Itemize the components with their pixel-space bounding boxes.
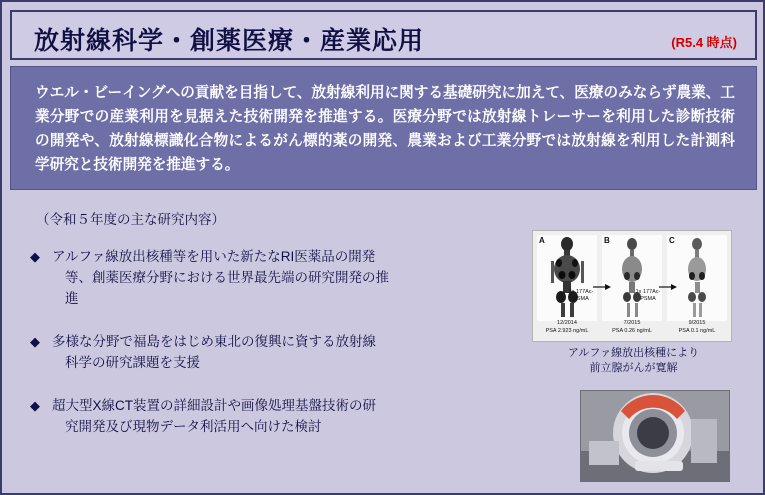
list-item-line: 科学の研究課題を支援 [65,355,200,370]
panel-letter-c: C [669,236,675,245]
list-item [30,395,510,437]
ct-scanner-photo [580,390,730,482]
bullet-list [30,246,510,459]
scan-image-b [602,235,662,321]
list-item [30,246,510,309]
bullet-diamond-icon: ◆ [30,249,40,264]
scan-caption-c [666,319,728,335]
scan-psa-b: PSA 0.26 ng/mL [612,328,652,334]
scan-psa-a: PSA 2.923 ng/mL [545,328,589,334]
panel-letter-b: B [604,236,610,245]
abstract-text: ウエル・ビーイングへの貢献を目指して、放射線利用に関する基礎研究に加えて、医療のみならず農業、工業分野での産業利用を見据えた技術開発を推進する。医療分野では放射線トレーサーを利用した診断技術の開発や、放射線標識化合物によるがん標的薬の開発、農業および工業分野では放射線を利用した計測科学研究と技術開発を推進する。 [35,85,735,173]
scan-panel-c [667,235,727,321]
list-item-line: アルファ線放出核種等を用いた新たなRI医薬品の開発 [52,249,376,264]
scan-image-a [537,235,597,321]
page-title: 放射線科学・創薬医療・産業応用 [34,27,425,55]
figure-caption-line1: アルファ線放出核種により [567,347,700,359]
scan-date-b: 7/2015 [623,320,641,326]
dose-label-a: 3x 177Ac-PSMA [568,289,594,302]
ct-scanner-image [581,391,730,482]
pet-scan-figure [532,230,732,342]
bullet-diamond-icon: ◆ [30,334,40,349]
scan-date-c: 9/2015 [688,320,706,326]
scan-psa-c: PSA 0.1 ng/mL [678,328,716,334]
scan-caption-row [533,319,731,339]
scan-caption-b [601,319,663,335]
title-bar [10,10,757,60]
title-date-note: (R5.4 時点) [671,35,737,50]
figure-caption-line2: 前立腺がんが寛解 [589,362,678,374]
bullet-diamond-icon: ◆ [30,398,40,413]
list-item-line: 多様な分野で福島をはじめ東北の復興に資する放射線 [52,334,376,349]
figure-caption [526,346,741,376]
scan-caption-a [536,319,598,335]
panel-letter-a: A [539,236,545,245]
list-item [30,331,510,373]
dose-label-b: 1x 177Ac-PSMA [635,289,661,302]
scan-panel-a [537,235,597,321]
list-item-line: 究開発及び現物データ利活用へ向けた検討 [65,419,322,434]
scan-image-c [667,235,727,321]
scan-date-a: 12/2014 [557,320,577,326]
scan-panel-b [602,235,662,321]
list-item-line: 進 [65,291,79,306]
list-item-line: 超大型X線CT装置の詳細設計や画像処理基盤技術の研 [52,398,376,413]
abstract-box [10,66,757,190]
list-item-line: 等、創薬医療分野における世界最先端の研究開発の推 [65,270,389,285]
section-label: （令和５年度の主な研究内容） [36,212,225,227]
